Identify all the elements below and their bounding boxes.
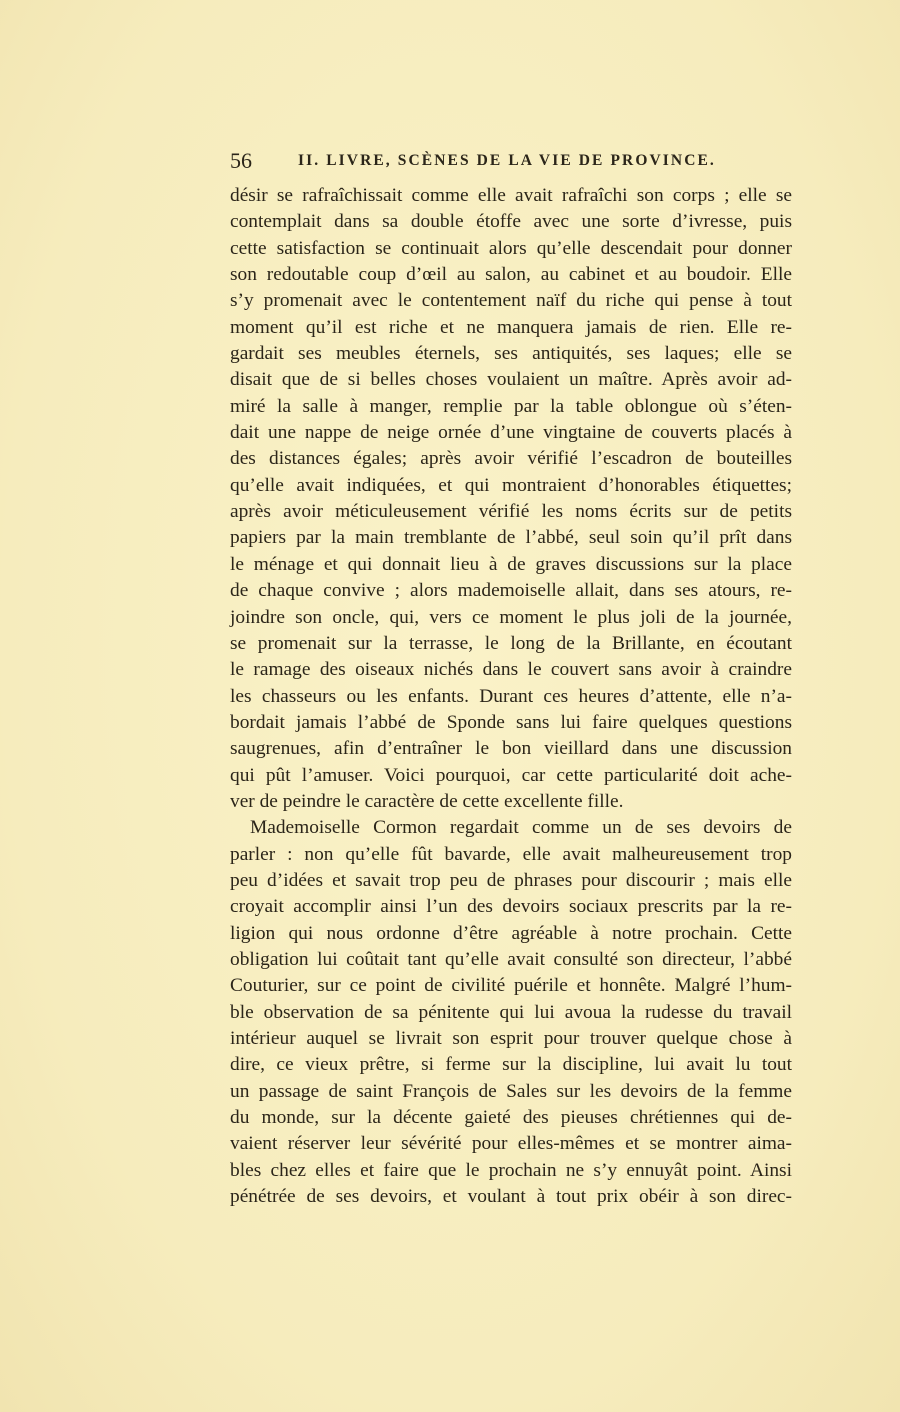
text-line: un passage de saint François de Sales sur les devoirs de la femme — [230, 1080, 792, 1102]
text-line: dire, ce vieux prêtre, si ferme sur la discipline, lui avait lu tout — [230, 1054, 792, 1076]
text-line: après avoir méticuleusement vérifié les noms écrits sur de petits — [230, 501, 792, 523]
text-line: contemplait dans sa double étoffe avec une sorte d’ivresse, puis — [230, 211, 792, 233]
text-line: les chasseurs ou les enfants. Durant ces heures d’attente, elle n’a- — [230, 685, 792, 707]
text-line: dait une nappe de neige ornée d’une vingtaine de couverts placés à — [230, 422, 792, 444]
text-line: obligation lui coûtait tant qu’elle avait consulté son directeur, l’abbé — [230, 948, 792, 970]
page-number: 56 — [230, 148, 252, 173]
text-line: croyait accomplir ainsi l’un des devoirs sociaux prescrits par la re- — [230, 896, 792, 918]
text-line: s’y promenait avec le contentement naïf du riche qui pense à tout — [230, 290, 792, 312]
text-line: du monde, sur la décente gaieté des pieuses chrétiennes qui de- — [230, 1107, 792, 1129]
text-line: papiers par la main tremblante de l’abbé, seul soin qu’il prît dans — [230, 527, 792, 549]
text-line: bles chez elles et faire que le prochain ne s’y ennuyât point. Ainsi — [230, 1159, 792, 1181]
text-line: parler : non qu’elle fût bavarde, elle avait malheureusement trop — [230, 843, 792, 865]
text-line: qu’elle avait indiquées, et qui montraient d’honorables étiquettes; — [230, 474, 792, 496]
text-line: joindre son oncle, qui, vers ce moment le plus joli de la journée, — [230, 606, 792, 628]
text-line: bordait jamais l’abbé de Sponde sans lui faire quelques questions — [230, 711, 792, 733]
text-line: son redoutable coup d’œil au salon, au cabinet et au boudoir. Elle — [230, 264, 792, 286]
text-line: moment qu’il est riche et ne manquera jamais de rien. Elle re- — [230, 316, 792, 338]
text-line: désir se rafraîchissait comme elle avait rafraîchi son corps ; elle se — [230, 185, 792, 206]
text-line: intérieur auquel se livrait son esprit pour trouver quelque chose à — [230, 1028, 792, 1049]
text-line: des distances égales; après avoir vérifié l’escadron de bouteilles — [230, 448, 792, 470]
text-line: qui pût l’amuser. Voici pourquoi, car cette particularité doit ache- — [230, 764, 792, 786]
text-line: miré la salle à manger, remplie par la table oblongue où s’éten- — [230, 395, 792, 417]
body-text — [230, 183, 792, 1210]
text-line: disait que de si belles choses voulaient un maître. Après avoir ad- — [230, 369, 792, 391]
page-header — [230, 148, 792, 178]
text-line: saugrenues, afin d’entraîner le bon vieillard dans une discussion — [230, 738, 792, 760]
text-line: gardait ses meubles éternels, ses antiquités, ses laques; elle se — [230, 343, 792, 365]
text-line: vaient réserver leur sévérité pour elles-mêmes et se montrer aima- — [230, 1133, 792, 1155]
text-line: ligion qui nous ordonne d’être agréable à notre prochain. Cette — [230, 922, 792, 944]
text-line: peu d’idées et savait trop peu de phrases pour discourir ; mais elle — [230, 869, 792, 891]
text-line: le ménage et qui donnait lieu à de graves discussions sur la place — [230, 553, 792, 575]
text-line: ble observation de sa pénitente qui lui avoua la rudesse du travail — [230, 1001, 792, 1023]
text-line: cette satisfaction se continuait alors qu’elle descendait pour donner — [230, 237, 792, 259]
text-line: de chaque convive ; alors mademoiselle allait, dans ses atours, re- — [230, 580, 792, 602]
running-title: II. LIVRE, SCÈNES DE LA VIE DE PROVINCE. — [298, 152, 716, 169]
text-line: pénétrée de ses devoirs, et voulant à tout prix obéir à son direc- — [230, 1186, 792, 1208]
text-line: ver de peindre le caractère de cette excellente fille. — [230, 790, 624, 812]
text-line: le ramage des oiseaux nichés dans le couvert sans avoir à craindre — [230, 659, 792, 681]
text-line: Couturier, sur ce point de civilité puérile et honnête. Malgré l’hum- — [230, 975, 792, 997]
text-line: Mademoiselle Cormon regardait comme un de ses devoirs de — [250, 817, 792, 839]
text-line: se promenait sur la terrasse, le long de la Brillante, en écoutant — [230, 632, 792, 654]
